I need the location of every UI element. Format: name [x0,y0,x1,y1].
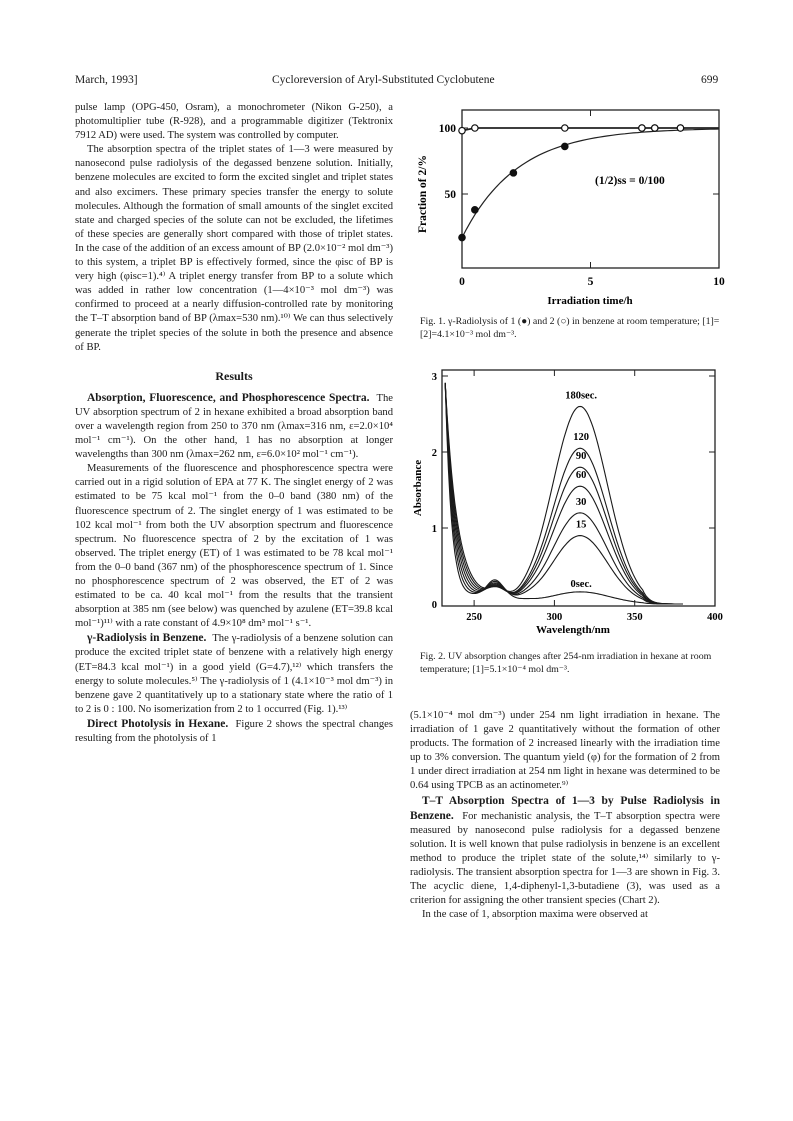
paragraph: Measurements of the fluorescence and phosphorescence spectra were carried out in a rigid solution of EPA at 77 K. The singlet energy of 2 was estimated to be 75 kcal mol⁻¹ from the 0–0 band (380 nm) of the fluorescence spectrum of 2. The singlet energy of 1 was estimated to be 102 kcal mol⁻¹ from both the UV absorption spectrum and fluorescence spectrum. No fluorescence spectra of 2 by the excitation of 1 was observed. The triplet energy (ET) of 1 was estimated to be 78 kcal mol⁻¹ from the 0–0 band (367 nm) of the phosphorescence spectrum of 1. Since no phosphorescence spectrum of 2 was observed, the ET of 2 was estimated to be ca. 40 kcal mol⁻¹ from the results that the transient absorption at 385 nm (see below) was quenched by azulene (ET=39.8 kcal mol⁻¹)¹¹⁾ with a rate constant of 4.9×10⁸ dm³ mol⁻¹ s⁻¹. [75,463,393,630]
curve-label: 120 [573,432,589,444]
subsection-heading: T–T Absorption Spectra of 1—3 by Pulse Radiolysis in Benzene. [410,794,720,822]
x-tick-label: 5 [587,276,594,288]
absorption-curve [445,383,683,604]
paragraph-text: For mechanistic analysis, the T–T absorption spectra were measured by nanosecond pulse radiolysis for a degassed benzene solution. It is well known that pulse radiolysis in benzene is an excellent method to produce the triplet state of the solute,¹⁴⁾ similarly to γ-radiolysis. The transient absorption spectra for 1—3 are shown in Fig. 3. The acyclic diene, 1,4-diphenyl-1,3-butadiene (3), was used as a criterion for assigning the other transient species (Chart 2). [410,810,720,907]
x-tick-label: 400 [707,612,723,623]
section-heading-results: Results [215,368,253,383]
curve-label: 60 [575,470,587,482]
x-tick-label: 300 [546,612,563,623]
x-tick-label: 250 [466,612,482,623]
figure-1-chart [405,102,725,312]
absorption-curve [445,383,683,604]
paragraph-text: The UV absorption spectrum of 2 in hexane exhibited a broad absorption band over a wavelength region from 250 to 370 nm (λmax=316 nm, ε=2.0×10⁴ mol⁻¹ cm⁻¹). On the other hand, 1 has no absorption at longer wavelengths than 300 nm (λmax=262 nm, ε=6.0×10² mol⁻¹ cm⁻¹). [75,392,394,461]
data-point-filled [562,143,568,149]
fig1-ylabel: Fraction of 2/% [417,155,429,233]
paragraph: In the case of 1, absorption maxima were observed at [422,909,648,921]
y-tick-label: 0 [431,600,437,611]
data-point-open [639,125,645,131]
header-date: March, 1993] [75,74,138,86]
figure-1-caption [420,316,720,341]
running-header [0,74,793,90]
y-tick-label: 100 [438,123,456,135]
y-tick-label: 50 [444,189,456,201]
y-tick-label: 1 [431,524,437,535]
data-point-open [652,125,658,131]
data-point-open [677,125,683,131]
x-tick-label: 10 [713,276,725,288]
fig1-annotation: (1/2)ss = 0/100 [595,175,665,187]
paragraph-text: The γ-radiolysis of a benzene solution can produce the excited triplet state of benzene with a relatively high energy (ET=84.3 kcal mol⁻¹) in a good yield (G=4.7),¹²⁾ which transfers the energy to solute molecules.⁵⁾ The γ-radiolysis of 1 (4.1×10⁻³ mol dm⁻³) in benzene gave 2 quantitatively up to a stationary state where the ratio of 1 to 2 is 0 : 100. No isomerization from 2 to 1 occurred (Fig. 1).¹³⁾ [75,633,393,715]
subsection-heading: Absorption, Fluorescence, and Phosphorescence Spectra. [87,391,370,404]
curve-label: 0sec. [570,578,592,590]
data-point-filled [510,170,516,176]
y-tick-label: 2 [431,448,437,459]
header-title: Cycloreversion of Aryl-Substituted Cyclobutene [272,74,495,86]
right-column [410,709,720,922]
absorption-curve [445,383,683,604]
curve-label: 30 [575,496,587,508]
absorption-curve [445,383,683,604]
page-number: 699 [701,74,719,86]
paragraph: The absorption spectra of the triplet states of 1—3 were measured by nanosecond pulse radiolysis of the degassed benzene solution. Initially, benzene molecules are excited to form the excited singlet and triplet states and also excimers. These primary species transfer the energy to solute molecules. Although the formation of small amounts of the singlet excited state and charged species of the solute can not be excluded, the lifetimes of these species are generally short compared with those of triplet states. In the case of the addition of an excess amount of BP (2.0×10⁻² mol dm⁻³) to this system, a triplet BP is effectively formed, since the φisc of BP is very high (φisc=1).⁴⁾ A triplet energy transfer from BP to a solute which was added in rather low concentration (1—4×10⁻³ mol dm⁻³) was confirmed to proceed at a nearly diffusion-controlled rate by monitoring the T–T absorption band of BP (λmax=530 nm).¹⁰⁾ We can thus selectively generate the triplet species of the solute in both the presence and absence of BP. [75,144,393,353]
paragraph: pulse lamp (OPG-450, Osram), a monochrometer (Nikon G-250), a photomultiplier tube (R-928), and a programmable digitizer (Tektronix 7912 AD) were used. The system was controlled by computer. [75,102,393,142]
data-point-open [472,125,478,131]
curve-label: 90 [575,451,587,463]
curve-label: 180sec. [565,390,598,402]
data-point-filled [459,234,465,240]
figure-2-chart [405,362,725,640]
subsection-heading: γ-Radiolysis in Benzene. [87,632,207,645]
fig2-ylabel: Absorbance [412,459,424,517]
absorption-curve [445,383,683,604]
curve-label: 15 [575,519,587,531]
series-1-curve [462,129,719,238]
subsection-heading: Direct Photolysis in Hexane. [87,717,229,730]
caption-text: Fig. 2. UV absorption changes after 254-nm irradiation in hexane at room temperature; [1]=5.1×10⁻⁴ mol dm⁻³. [420,651,712,675]
data-point-filled [472,207,478,213]
absorption-curve [445,383,683,604]
paragraph: (5.1×10⁻⁴ mol dm⁻³) under 254 nm light irradiation in hexane. The irradiation of 1 gave 2 quantitatively without the formation of other products. The formation of 2 increased linearly with the irradiation time up to 3% conversion. The quantum yield (φ) for the formation of 2 from 1 under direct irradiation at 254 nm light in hexane was determined to be 0.64 using TPCB as an actinometer.⁹⁾ [410,710,720,792]
y-tick-label: 3 [431,372,437,383]
caption-text: Fig. 1. γ-Radiolysis of 1 (●) and 2 (○) in benzene at room temperature; [1]=[2]=4.1×10⁻³ mol dm⁻³. [420,316,720,340]
data-point-open [562,125,568,131]
x-tick-label: 0 [459,276,465,288]
absorption-curve [445,383,683,604]
fig2-xlabel: Wavelength/nm [536,624,610,636]
paragraph-text: Figure 2 shows the spectral changes resulting from the photolysis of 1 [75,718,393,745]
figure-2-caption [420,651,720,676]
fig1-xlabel: Irradiation time/h [547,295,633,307]
x-tick-label: 350 [626,612,643,623]
data-point-open [459,127,465,133]
left-column [75,101,393,746]
